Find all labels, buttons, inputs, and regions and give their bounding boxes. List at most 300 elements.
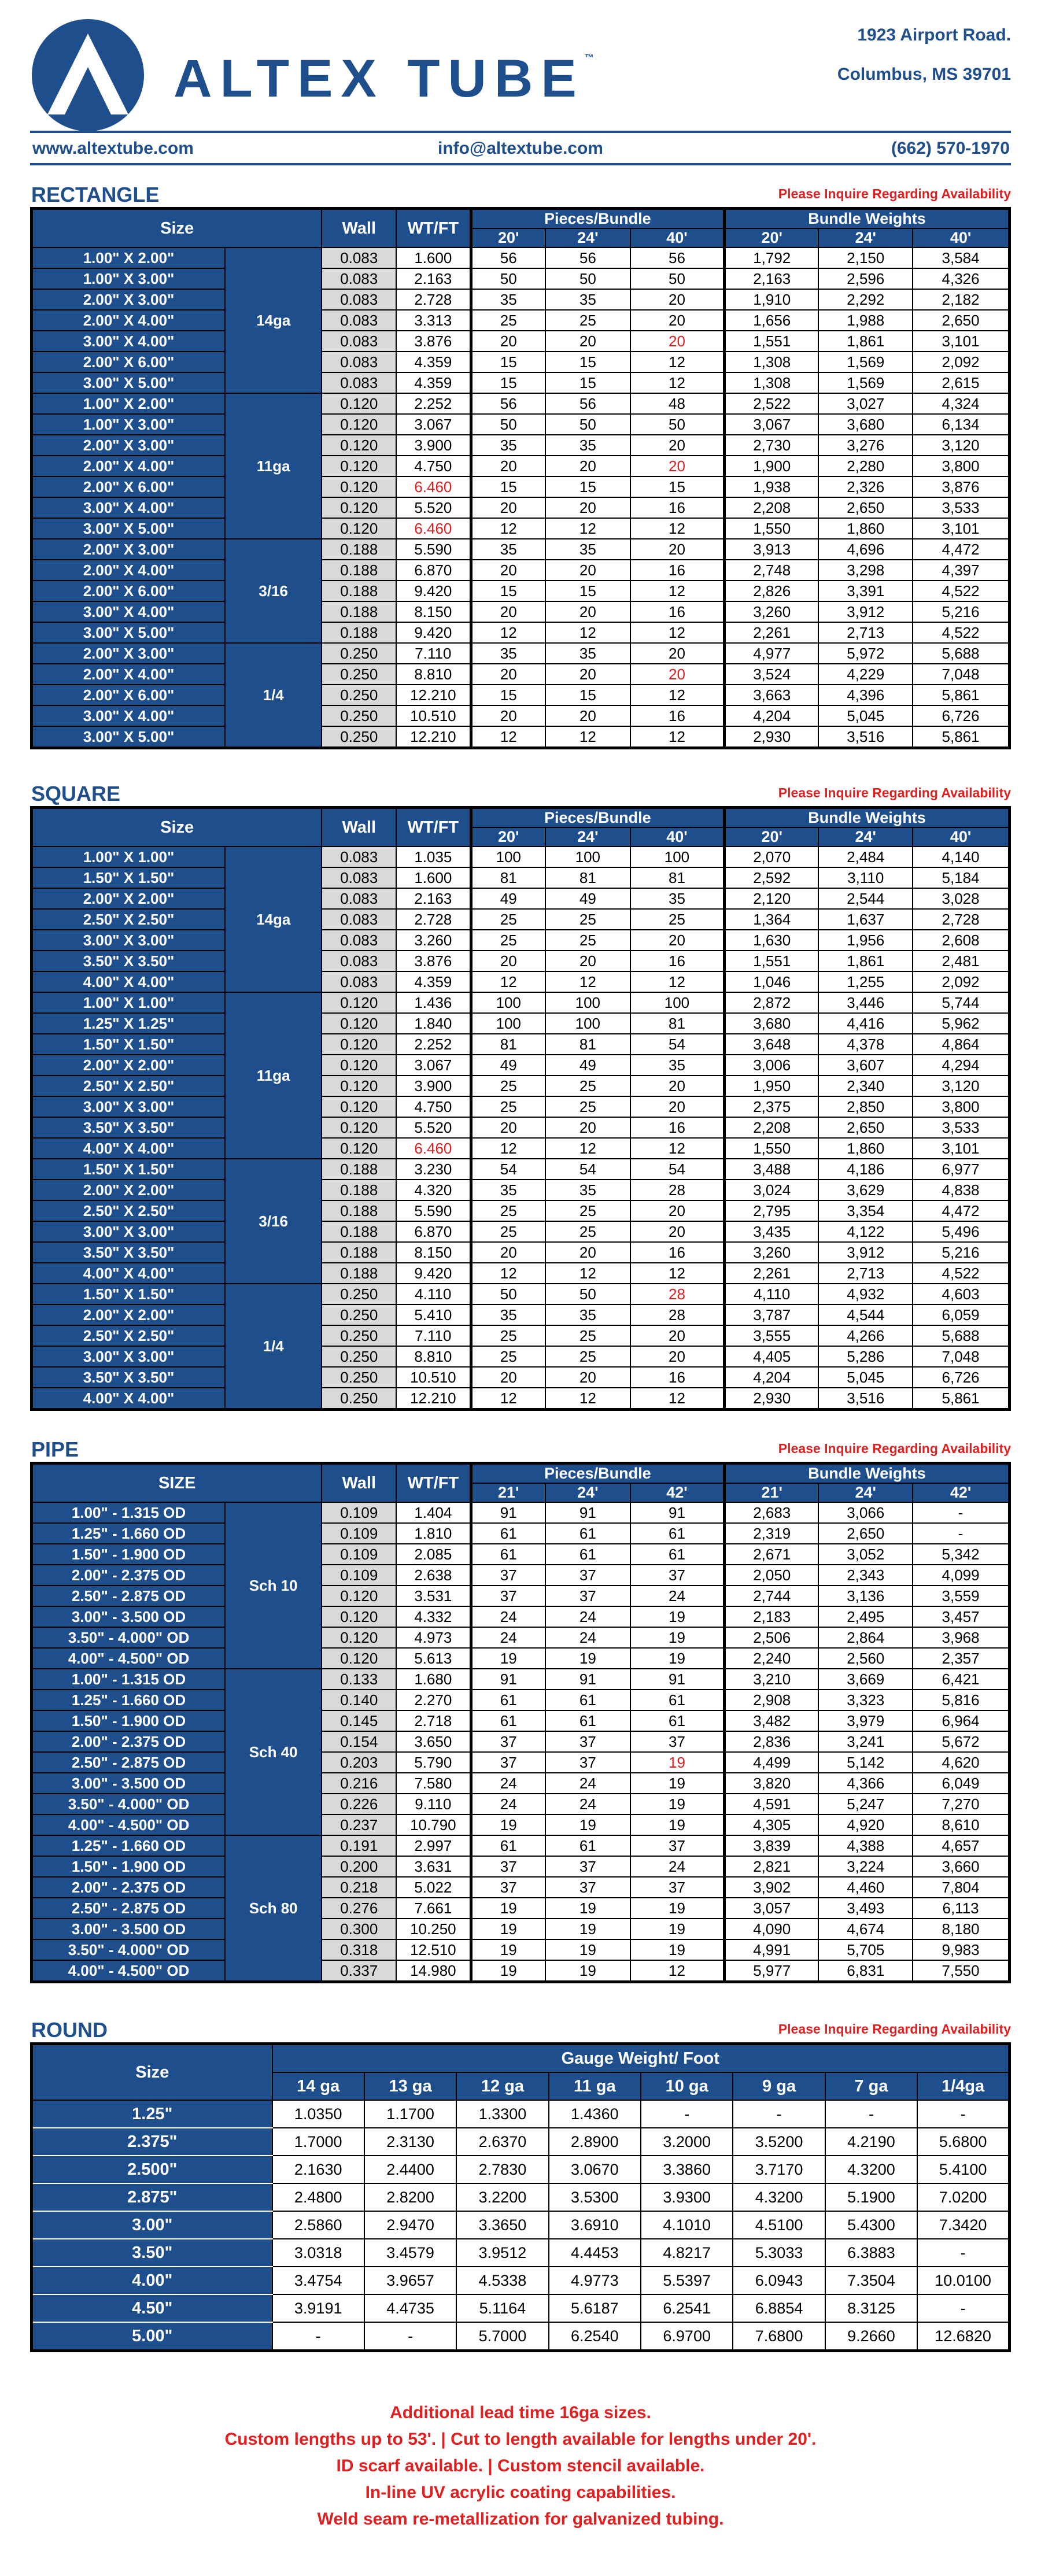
value-cell: 19	[630, 1606, 725, 1627]
value-cell: 20	[630, 664, 725, 685]
length-header: 20'	[471, 827, 545, 847]
value-cell: 4,366	[818, 1773, 913, 1794]
value-cell: 5,142	[818, 1752, 913, 1773]
pieces-per-bundle-header: Pieces/Bundle	[471, 1463, 725, 1484]
value-cell: 3.2000	[641, 2128, 733, 2156]
value-cell: 20	[630, 1096, 725, 1117]
value-cell: 5.1900	[825, 2183, 917, 2211]
size-cell: 2.50" X 2.50"	[32, 909, 226, 930]
value-cell: 4,416	[818, 1013, 913, 1034]
value-cell: 3.900	[396, 1076, 471, 1096]
value-cell: 12	[471, 518, 545, 539]
value-cell: 3,120	[913, 1076, 1009, 1096]
value-cell: 10.0100	[917, 2267, 1009, 2294]
value-cell: 3,354	[818, 1200, 913, 1221]
footer-note: Additional lead time 16ga sizes.	[390, 2403, 651, 2422]
value-cell: 12	[471, 1138, 545, 1159]
value-cell: 91	[471, 1502, 545, 1523]
value-cell: 54	[471, 1159, 545, 1180]
value-cell: 2,596	[818, 268, 913, 289]
value-cell: 2.7830	[456, 2156, 548, 2183]
value-cell: 37	[471, 1856, 545, 1877]
value-cell: 1.810	[396, 1523, 471, 1544]
value-cell: 3,457	[913, 1606, 1009, 1627]
wall-header: Wall	[322, 1463, 396, 1503]
value-cell: 25	[471, 1096, 545, 1117]
value-cell: 2,864	[818, 1627, 913, 1648]
size-cell: 1.50" X 1.50"	[32, 1159, 226, 1180]
square-table	[30, 806, 1011, 1411]
value-cell: 2.252	[396, 393, 471, 414]
value-cell: 15	[630, 476, 725, 497]
value-cell: 2,522	[725, 393, 819, 414]
value-cell: 1.404	[396, 1502, 471, 1523]
value-cell: 3.4754	[272, 2267, 364, 2294]
value-cell: -	[364, 2322, 456, 2351]
value-cell: 2.728	[396, 909, 471, 930]
value-cell: 12	[471, 1388, 545, 1410]
value-cell: 0.140	[322, 1690, 396, 1710]
value-cell: 3,224	[818, 1856, 913, 1877]
value-cell: 4,099	[913, 1565, 1009, 1585]
value-cell: 0.188	[322, 1200, 396, 1221]
size-cell: 1.50" X 1.50"	[32, 867, 226, 888]
value-cell: 3,435	[725, 1221, 819, 1242]
value-cell: 1.7000	[272, 2128, 364, 2156]
value-cell: 20	[545, 560, 630, 581]
square-section	[30, 779, 1011, 1411]
value-cell: 0.083	[322, 847, 396, 867]
table-row	[32, 1346, 1010, 1367]
value-cell: 9.420	[396, 1263, 471, 1284]
table-row	[32, 847, 1010, 867]
email-link[interactable]: info@altextube.com	[438, 139, 603, 158]
length-header: 40'	[913, 827, 1009, 847]
size-cell: 3.00" X 3.00"	[32, 930, 226, 951]
value-cell: 91	[545, 1669, 630, 1690]
value-cell: 49	[471, 1055, 545, 1076]
value-cell: 0.188	[322, 1159, 396, 1180]
size-cell: 2.00" X 3.00"	[32, 435, 226, 456]
value-cell: 20	[471, 331, 545, 352]
value-cell: 25	[545, 1076, 630, 1096]
value-cell: 20	[471, 560, 545, 581]
value-cell: 0.250	[322, 1284, 396, 1304]
value-cell: 54	[630, 1034, 725, 1055]
value-cell: 37	[471, 1585, 545, 1606]
value-cell: 3,482	[725, 1710, 819, 1731]
table-row	[32, 1606, 1010, 1627]
size-cell: 3.00" - 3.500 OD	[32, 1919, 226, 1939]
value-cell: 4,140	[913, 847, 1009, 867]
size-cell: 4.00" X 4.00"	[32, 1388, 226, 1410]
value-cell: 6.460	[396, 518, 471, 539]
size-cell: 3.00" - 3.500 OD	[32, 1773, 226, 1794]
value-cell: 4.4735	[364, 2294, 456, 2322]
gauge-header: 11 ga	[549, 2072, 641, 2100]
value-cell: 1.840	[396, 1013, 471, 1034]
value-cell: 0.120	[322, 1117, 396, 1138]
value-cell: 4,522	[913, 1263, 1009, 1284]
value-cell: 25	[471, 909, 545, 930]
value-cell: 1.1700	[364, 2100, 456, 2128]
value-cell: 20	[630, 289, 725, 310]
value-cell: 16	[630, 705, 725, 726]
value-cell: 20	[630, 435, 725, 456]
value-cell: 20	[545, 664, 630, 685]
value-cell: 5,184	[913, 867, 1009, 888]
table-row	[32, 456, 1010, 476]
value-cell: 3,559	[913, 1585, 1009, 1606]
value-cell: 20	[545, 705, 630, 726]
value-cell: 61	[471, 1523, 545, 1544]
value-cell: 48	[630, 393, 725, 414]
value-cell: 1.035	[396, 847, 471, 867]
table-row	[32, 268, 1010, 289]
table-row	[32, 581, 1010, 601]
value-cell: 19	[630, 1939, 725, 1960]
value-cell: 3.0318	[272, 2239, 364, 2267]
value-cell: 3.3650	[456, 2211, 548, 2239]
value-cell: 1,551	[725, 951, 819, 971]
value-cell: 12	[630, 726, 725, 748]
value-cell: 2,319	[725, 1523, 819, 1544]
value-cell: 3,533	[913, 1117, 1009, 1138]
value-cell: 3,391	[818, 581, 913, 601]
value-cell: 24	[545, 1606, 630, 1627]
value-cell: 19	[630, 1919, 725, 1939]
value-cell: 1.600	[396, 247, 471, 268]
value-cell: 3.2200	[456, 2183, 548, 2211]
value-cell: 37	[545, 1565, 630, 1585]
value-cell: 3.900	[396, 435, 471, 456]
value-cell: 7.6800	[733, 2322, 825, 2351]
value-cell: 50	[471, 414, 545, 435]
value-cell: 12	[630, 518, 725, 539]
value-cell: 4.3200	[825, 2156, 917, 2183]
value-cell: 20	[545, 1117, 630, 1138]
section-title: RECTANGLE	[31, 183, 160, 206]
size-cell: 2.50" X 2.50"	[32, 1076, 226, 1096]
value-cell: 4,991	[725, 1939, 819, 1960]
pipe-section	[30, 1435, 1011, 1983]
value-cell: 6,421	[913, 1669, 1009, 1690]
value-cell: 3,663	[725, 685, 819, 705]
value-cell: 19	[471, 1960, 545, 1982]
value-cell: 12	[545, 1138, 630, 1159]
value-cell: 15	[545, 581, 630, 601]
availability-note: Please Inquire Regarding Availability	[778, 1441, 1011, 1456]
value-cell: 2.8200	[364, 2183, 456, 2211]
value-cell: 1,550	[725, 1138, 819, 1159]
value-cell: 56	[471, 393, 545, 414]
value-cell: 5,496	[913, 1221, 1009, 1242]
value-cell: 4,229	[818, 664, 913, 685]
size-cell: 4.00" - 4.500" OD	[32, 1814, 226, 1835]
value-cell: 3,066	[818, 1502, 913, 1523]
length-header: 42'	[630, 1483, 725, 1502]
value-cell: 20	[471, 456, 545, 476]
value-cell: 6,113	[913, 1898, 1009, 1919]
value-cell: 56	[630, 247, 725, 268]
value-cell: 10.510	[396, 1367, 471, 1388]
value-cell: 12.210	[396, 1388, 471, 1410]
value-cell: 0.109	[322, 1565, 396, 1585]
value-cell: 35	[545, 1304, 630, 1325]
value-cell: 5.1164	[456, 2294, 548, 2322]
value-cell: 4,620	[913, 1752, 1009, 1773]
value-cell: 2,208	[725, 1117, 819, 1138]
value-cell: 35	[545, 435, 630, 456]
value-cell: -	[913, 1502, 1009, 1523]
value-cell: 12	[545, 1388, 630, 1410]
value-cell: 100	[471, 1013, 545, 1034]
value-cell: 1.0350	[272, 2100, 364, 2128]
value-cell: 19	[545, 1814, 630, 1835]
value-cell: 81	[545, 1034, 630, 1055]
value-cell: 2,340	[818, 1076, 913, 1096]
table-row	[32, 1117, 1010, 1138]
value-cell: 7.110	[396, 643, 471, 664]
value-cell: 5,744	[913, 992, 1009, 1013]
value-cell: 15	[545, 352, 630, 372]
website-link[interactable]: www.altextube.com	[32, 139, 194, 158]
table-row	[32, 888, 1010, 909]
value-cell: 19	[471, 1814, 545, 1835]
value-cell: 24	[630, 1585, 725, 1606]
value-cell: 3,979	[818, 1710, 913, 1731]
value-cell: 20	[545, 951, 630, 971]
value-cell: 3.650	[396, 1731, 471, 1752]
value-cell: 2.252	[396, 1034, 471, 1055]
value-cell: 4,696	[818, 539, 913, 560]
value-cell: 3.5200	[733, 2128, 825, 2156]
value-cell: 4,472	[913, 539, 1009, 560]
value-cell: 1.680	[396, 1669, 471, 1690]
size-cell: 2.00" - 2.375 OD	[32, 1731, 226, 1752]
value-cell: 91	[630, 1669, 725, 1690]
value-cell: 4.750	[396, 456, 471, 476]
value-cell: 0.120	[322, 1076, 396, 1096]
value-cell: 0.120	[322, 497, 396, 518]
value-cell: 2,930	[725, 726, 819, 748]
footer-note: Weld seam re-metallization for galvanized tubing.	[317, 2510, 724, 2529]
value-cell: 2.5860	[272, 2211, 364, 2239]
value-cell: 20	[545, 1367, 630, 1388]
value-cell: 4,388	[818, 1835, 913, 1856]
value-cell: 1,630	[725, 930, 819, 951]
value-cell: 0.120	[322, 393, 396, 414]
value-cell: 3,260	[725, 601, 819, 622]
table-row	[32, 1096, 1010, 1117]
size-cell: 2.00" X 6.00"	[32, 685, 226, 705]
value-cell: 0.250	[322, 685, 396, 705]
table-row	[32, 1200, 1010, 1221]
value-cell: 2,092	[913, 971, 1009, 992]
value-cell: 3,052	[818, 1544, 913, 1565]
value-cell: 2,183	[725, 1606, 819, 1627]
table-row	[32, 2267, 1010, 2294]
value-cell: 3,067	[725, 414, 819, 435]
group-label: 11ga	[225, 393, 322, 539]
size-cell: 2.00" - 2.375 OD	[32, 1565, 226, 1585]
value-cell: 4,932	[818, 1284, 913, 1304]
value-cell: 3.6910	[549, 2211, 641, 2239]
table-row	[32, 1388, 1010, 1410]
value-cell: 37	[630, 1565, 725, 1585]
value-cell: 0.120	[322, 1034, 396, 1055]
length-header: 42'	[913, 1483, 1009, 1502]
value-cell: 20	[545, 456, 630, 476]
value-cell: 100	[545, 1013, 630, 1034]
value-cell: 1,551	[725, 331, 819, 352]
availability-note: Please Inquire Regarding Availability	[778, 186, 1011, 201]
value-cell: 3.313	[396, 310, 471, 331]
value-cell: 37	[545, 1856, 630, 1877]
value-cell: 35	[545, 539, 630, 560]
value-cell: 0.083	[322, 867, 396, 888]
value-cell: 0.218	[322, 1877, 396, 1898]
wall-header: Wall	[322, 808, 396, 847]
value-cell: 0.120	[322, 992, 396, 1013]
value-cell: 3,669	[818, 1669, 913, 1690]
table-row	[32, 1835, 1010, 1856]
value-cell: 4,544	[818, 1304, 913, 1325]
table-row	[32, 1138, 1010, 1159]
value-cell: 0.120	[322, 476, 396, 497]
size-header: Size	[32, 808, 322, 847]
value-cell: 4.3200	[733, 2183, 825, 2211]
value-cell: 20	[630, 539, 725, 560]
value-cell: 54	[630, 1159, 725, 1180]
table-row	[32, 1544, 1010, 1565]
value-cell: 28	[630, 1304, 725, 1325]
value-cell: 3,876	[913, 476, 1009, 497]
size-cell: 3.00" - 3.500 OD	[32, 1606, 226, 1627]
value-cell: 54	[545, 1159, 630, 1180]
value-cell: 12	[630, 622, 725, 643]
value-cell: 3,136	[818, 1585, 913, 1606]
value-cell: 5.4100	[917, 2156, 1009, 2183]
table-row	[32, 2239, 1010, 2267]
value-cell: 3,516	[818, 1388, 913, 1410]
value-cell: 3,913	[725, 539, 819, 560]
value-cell: 15	[545, 476, 630, 497]
value-cell: 24	[545, 1773, 630, 1794]
size-cell: 2.00" X 2.00"	[32, 1055, 226, 1076]
length-header: 40'	[630, 827, 725, 847]
value-cell: 25	[471, 1076, 545, 1096]
value-cell: 1,364	[725, 909, 819, 930]
value-cell: 56	[545, 247, 630, 268]
group-label: 14ga	[225, 247, 322, 393]
value-cell: 6,964	[913, 1710, 1009, 1731]
round-section	[30, 2016, 1011, 2352]
value-cell: 2,560	[818, 1648, 913, 1669]
size-cell: 2.00" X 6.00"	[32, 581, 226, 601]
value-cell: 2.163	[396, 268, 471, 289]
value-cell: 0.188	[322, 1242, 396, 1263]
gauge-header: 9 ga	[733, 2072, 825, 2100]
value-cell: 50	[630, 414, 725, 435]
value-cell: 25	[545, 1096, 630, 1117]
value-cell: 50	[545, 1284, 630, 1304]
value-cell: 0.226	[322, 1794, 396, 1814]
length-header: 20'	[471, 228, 545, 247]
value-cell: 9,983	[913, 1939, 1009, 1960]
size-cell: 4.00" X 4.00"	[32, 1263, 226, 1284]
value-cell: 2,821	[725, 1856, 819, 1877]
group-label: 3/16	[225, 1159, 322, 1284]
value-cell: 2.4400	[364, 2156, 456, 2183]
value-cell: 2,261	[725, 622, 819, 643]
value-cell: 19	[545, 1648, 630, 1669]
value-cell: 5,816	[913, 1690, 1009, 1710]
value-cell: 50	[545, 268, 630, 289]
value-cell: 3,820	[725, 1773, 819, 1794]
value-cell: 19	[545, 1898, 630, 1919]
size-cell: 3.00"	[32, 2211, 272, 2239]
altex-logo-icon	[30, 17, 146, 133]
value-cell: 0.109	[322, 1544, 396, 1565]
round-table	[30, 2042, 1011, 2352]
value-cell: 3,057	[725, 1898, 819, 1919]
table-row	[32, 2294, 1010, 2322]
value-cell: 5.520	[396, 497, 471, 518]
value-cell: 4.359	[396, 971, 471, 992]
length-header: 21'	[471, 1483, 545, 1502]
value-cell: 6,134	[913, 414, 1009, 435]
footer-note: Custom lengths up to 53'. | Cut to length available for lengths under 20'.	[224, 2430, 817, 2449]
value-cell: 0.083	[322, 268, 396, 289]
value-cell: 8.150	[396, 1242, 471, 1263]
length-header: 24'	[545, 228, 630, 247]
value-cell: 3,524	[725, 664, 819, 685]
value-cell: 3,323	[818, 1690, 913, 1710]
size-cell: 4.00" X 4.00"	[32, 1138, 226, 1159]
size-cell: 1.25" - 1.660 OD	[32, 1835, 226, 1856]
value-cell: 4,305	[725, 1814, 819, 1835]
value-cell: 19	[630, 1627, 725, 1648]
value-cell: 4,864	[913, 1034, 1009, 1055]
value-cell: 2,730	[725, 435, 819, 456]
value-cell: 3.876	[396, 951, 471, 971]
table-row	[32, 1690, 1010, 1710]
page-header	[0, 0, 1041, 168]
value-cell: 4,522	[913, 622, 1009, 643]
table-row	[32, 1565, 1010, 1585]
value-cell: 8.810	[396, 664, 471, 685]
value-cell: 3,101	[913, 331, 1009, 352]
value-cell: 3,028	[913, 888, 1009, 909]
table-row	[32, 518, 1010, 539]
value-cell: 2.1630	[272, 2156, 364, 2183]
value-cell: 7,804	[913, 1877, 1009, 1898]
table-row	[32, 310, 1010, 331]
table-row	[32, 726, 1010, 748]
value-cell: 24	[471, 1627, 545, 1648]
value-cell: 2,481	[913, 951, 1009, 971]
value-cell: 8.3125	[825, 2294, 917, 2322]
phone-number[interactable]: (662) 570-1970	[891, 139, 1010, 158]
value-cell: 3.260	[396, 930, 471, 951]
table-row	[32, 1669, 1010, 1690]
value-cell: 9.110	[396, 1794, 471, 1814]
table-row	[32, 331, 1010, 352]
value-cell: 4.9773	[549, 2267, 641, 2294]
table-row	[32, 1710, 1010, 1731]
footer-note: In-line UV acrylic coating capabilities.	[365, 2483, 676, 2502]
